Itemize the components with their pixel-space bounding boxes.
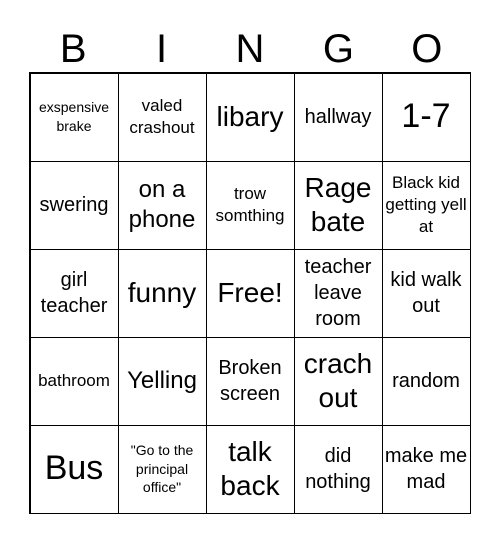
bingo-cell[interactable]: on a phone — [118, 161, 207, 250]
bingo-cell[interactable]: talk back — [206, 425, 295, 514]
bingo-cell[interactable]: bathroom — [30, 337, 119, 426]
bingo-cell[interactable]: girl teacher — [30, 249, 119, 338]
bingo-board — [29, 72, 471, 514]
bingo-cell[interactable]: libary — [206, 73, 295, 162]
bingo-cell[interactable]: random — [382, 337, 471, 426]
bingo-cell[interactable]: teacher leave room — [294, 249, 383, 338]
bingo-cell[interactable]: did nothing — [294, 425, 383, 514]
bingo-cell[interactable]: make me mad — [382, 425, 471, 514]
bingo-cell[interactable]: Yelling — [118, 337, 207, 426]
bingo-cell[interactable]: funny — [118, 249, 207, 338]
bingo-cell[interactable]: 1-7 — [382, 73, 471, 162]
bingo-cell[interactable]: Bus — [30, 425, 119, 514]
header-letter-o: O — [411, 26, 443, 71]
bingo-cell[interactable]: Black kid getting yell at — [382, 161, 471, 250]
header-letter-g: G — [322, 26, 354, 71]
bingo-cell[interactable]: trow somthing — [206, 161, 295, 250]
bingo-cell[interactable]: Broken screen — [206, 337, 295, 426]
bingo-cell[interactable]: "Go to the principal office" — [118, 425, 207, 514]
bingo-cell[interactable]: crach out — [294, 337, 383, 426]
bingo-cell[interactable]: swering — [30, 161, 119, 250]
bingo-cell[interactable]: valed crashout — [118, 73, 207, 162]
bingo-cell[interactable]: exspensive brake — [30, 73, 119, 162]
bingo-cell free-space[interactable]: Free! — [206, 249, 295, 338]
header-letter-b: B — [59, 26, 87, 71]
bingo-cell[interactable]: Rage bate — [294, 161, 383, 250]
header-letter-n: N — [235, 26, 265, 71]
bingo-cell[interactable]: kid walk out — [382, 249, 471, 338]
bingo-header — [29, 26, 471, 72]
bingo-cell[interactable]: hallway — [294, 73, 383, 162]
header-letter-i: I — [156, 26, 168, 71]
